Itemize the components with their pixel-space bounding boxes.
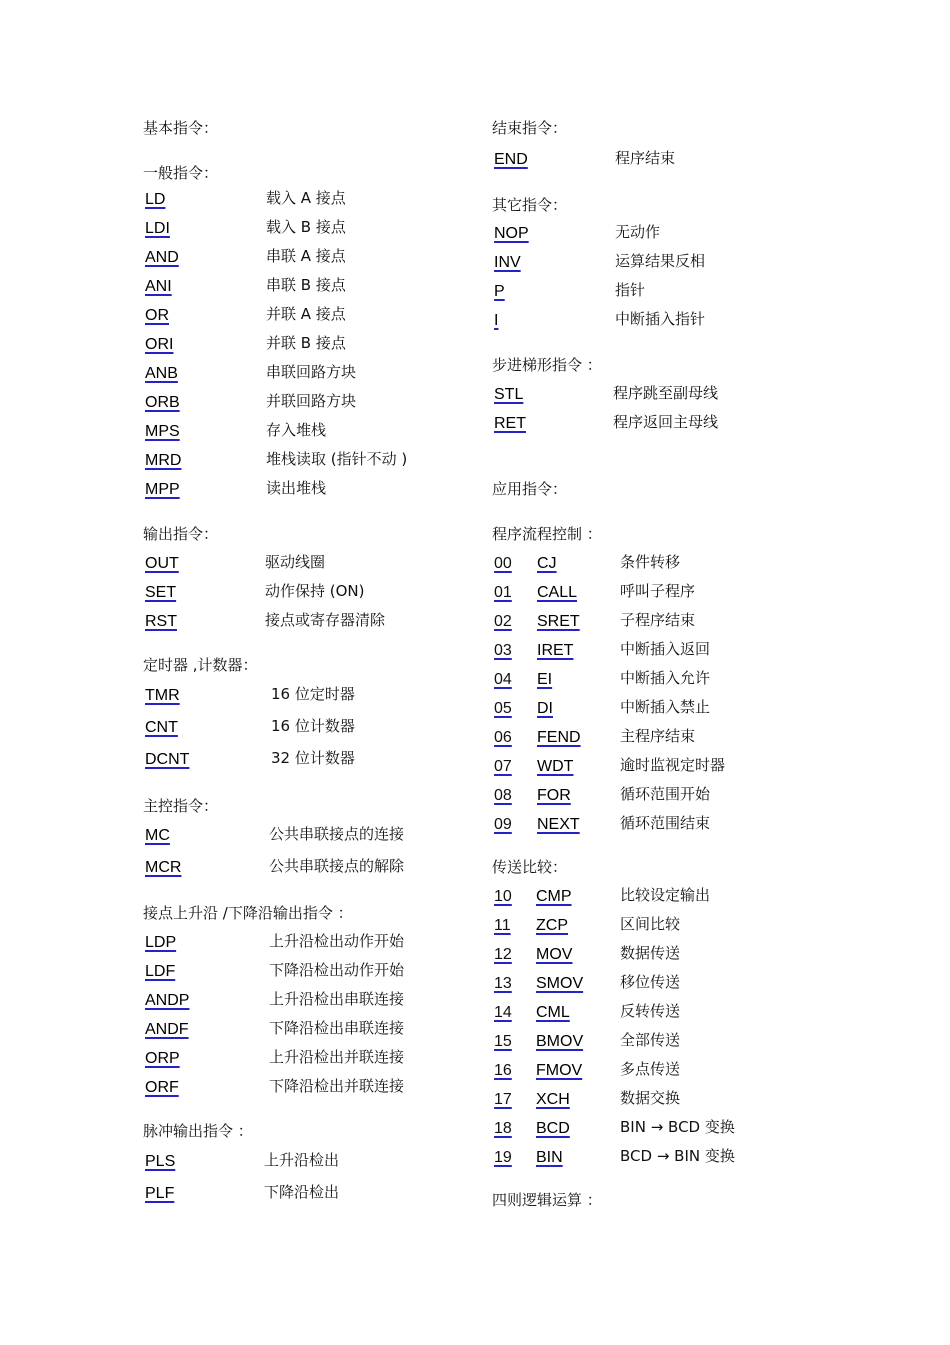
- instruction-number: 12: [494, 946, 512, 963]
- application-instructions-heading: 应用指令：: [492, 480, 568, 498]
- instruction-code: AND: [145, 249, 179, 266]
- instruction-description: 区间比较: [620, 915, 681, 933]
- instruction-description: 读出堆栈: [266, 479, 327, 497]
- instruction-code: RET: [494, 415, 526, 432]
- step-ladder-heading: 步进梯形指令 ：: [492, 356, 602, 374]
- instruction-description: BCD → BIN 变换: [620, 1147, 735, 1165]
- basic-instructions-heading: 基本指令：: [143, 119, 219, 137]
- instruction-description: 呼叫子程序: [620, 582, 696, 600]
- instruction-number: 00: [494, 555, 512, 572]
- instruction-description: 16 位定时器: [271, 685, 355, 703]
- instruction-description: 中断插入禁止: [620, 698, 711, 716]
- instruction-code: MCR: [145, 859, 182, 876]
- instruction-description: 逾时监视定时器: [620, 756, 726, 774]
- instruction-description: 全部传送: [620, 1031, 681, 1049]
- master-control-heading: 主控指令：: [143, 797, 219, 815]
- instruction-code: FMOV: [536, 1062, 583, 1079]
- instruction-description: 串联 B 接点: [266, 276, 346, 294]
- instruction-code: ORF: [145, 1079, 179, 1096]
- instruction-number: 16: [494, 1062, 512, 1079]
- instruction-number: 14: [494, 1004, 512, 1021]
- instruction-description: 接点或寄存器清除: [265, 611, 386, 629]
- instruction-number: 19: [494, 1149, 512, 1166]
- instruction-code: PLS: [145, 1153, 176, 1170]
- instruction-code: MOV: [536, 946, 573, 963]
- instruction-code: CALL: [537, 584, 578, 601]
- instruction-description: 程序结束: [615, 149, 676, 167]
- instruction-code: BIN: [536, 1149, 563, 1166]
- instruction-number: 03: [494, 642, 512, 659]
- instruction-code: DCNT: [145, 751, 190, 768]
- instruction-number: 10: [494, 888, 512, 905]
- instruction-description: 指针: [615, 281, 646, 299]
- instruction-description: 驱动线圈: [265, 553, 326, 571]
- instruction-code: LDP: [145, 934, 177, 951]
- other-instructions-heading: 其它指令：: [492, 196, 568, 214]
- instruction-code: LD: [145, 191, 166, 208]
- instruction-code: XCH: [536, 1091, 570, 1108]
- instruction-description: 并联 B 接点: [266, 334, 346, 352]
- instruction-description: 并联 A 接点: [266, 305, 346, 323]
- instruction-number: 06: [494, 729, 512, 746]
- instruction-code: ANDF: [145, 1021, 189, 1038]
- instruction-description: 程序跳至副母线: [613, 384, 719, 402]
- edge-instructions-heading: 接点上升沿 /下降沿输出指令 ：: [143, 904, 353, 922]
- instruction-description: 下降沿检出: [264, 1183, 340, 1201]
- instruction-description: 16 位计数器: [271, 717, 355, 735]
- instruction-code: MRD: [145, 452, 182, 469]
- instruction-description: 下降沿检出串联连接: [269, 1019, 405, 1037]
- instruction-code: PLF: [145, 1185, 175, 1202]
- instruction-code: MPS: [145, 423, 180, 440]
- instruction-description: 比较设定输出: [620, 886, 711, 904]
- instruction-code: ANB: [145, 365, 178, 382]
- instruction-description: 下降沿检出并联连接: [269, 1077, 405, 1095]
- instruction-code: WDT: [537, 758, 574, 775]
- output-instructions-heading: 输出指令：: [143, 525, 219, 543]
- instruction-description: 上升沿检出动作开始: [269, 932, 405, 950]
- instruction-description: 中断插入允许: [620, 669, 711, 687]
- instruction-code: BMOV: [536, 1033, 584, 1050]
- instruction-description: 32 位计数器: [271, 749, 355, 767]
- instruction-code: ORP: [145, 1050, 180, 1067]
- instruction-code: EI: [537, 671, 553, 688]
- instruction-code: ORI: [145, 336, 174, 353]
- instruction-description: 多点传送: [620, 1060, 681, 1078]
- instruction-description: 公共串联接点的解除: [269, 857, 405, 875]
- instruction-number: 11: [494, 917, 511, 934]
- instruction-code: ORB: [145, 394, 180, 411]
- arithmetic-logic-heading: 四则逻辑运算 ：: [492, 1191, 602, 1209]
- instruction-number: 08: [494, 787, 512, 804]
- instruction-code: INV: [494, 254, 521, 271]
- instruction-code: MC: [145, 827, 170, 844]
- instruction-description: BIN → BCD 变换: [620, 1118, 735, 1136]
- instruction-code: OR: [145, 307, 169, 324]
- instruction-code: MPP: [145, 481, 180, 498]
- instruction-code: STL: [494, 386, 524, 403]
- instruction-number: 01: [494, 584, 512, 601]
- instruction-code: ANI: [145, 278, 172, 295]
- instruction-description: 上升沿检出并联连接: [269, 1048, 405, 1066]
- instruction-number: 17: [494, 1091, 512, 1108]
- instruction-number: 13: [494, 975, 512, 992]
- instruction-description: 串联 A 接点: [266, 247, 346, 265]
- instruction-description: 运算结果反相: [615, 252, 706, 270]
- instruction-code: CJ: [537, 555, 557, 572]
- instruction-code: NEXT: [537, 816, 580, 833]
- transfer-compare-heading: 传送比较：: [492, 858, 568, 876]
- instruction-code: DI: [537, 700, 553, 717]
- instruction-code: OUT: [145, 555, 179, 572]
- instruction-description: 公共串联接点的连接: [269, 825, 405, 843]
- instruction-description: 主程序结束: [620, 727, 696, 745]
- instruction-number: 18: [494, 1120, 512, 1137]
- instruction-description: 并联回路方块: [266, 392, 357, 410]
- instruction-code: I: [494, 312, 499, 329]
- instruction-description: 载入 B 接点: [266, 218, 346, 236]
- instruction-description: 动作保持 (ON): [265, 582, 365, 600]
- instruction-code: CML: [536, 1004, 570, 1021]
- instruction-code: LDI: [145, 220, 170, 237]
- instruction-code: LDF: [145, 963, 176, 980]
- instruction-code: NOP: [494, 225, 529, 242]
- instruction-description: 移位传送: [620, 973, 681, 991]
- instruction-code: P: [494, 283, 505, 300]
- instruction-description: 反转传送: [620, 1002, 681, 1020]
- instruction-number: 04: [494, 671, 512, 688]
- instruction-code: CMP: [536, 888, 572, 905]
- instruction-description: 条件转移: [620, 553, 681, 571]
- flow-control-heading: 程序流程控制 ：: [492, 525, 602, 543]
- instruction-code: IRET: [537, 642, 574, 659]
- instruction-code: END: [494, 151, 528, 168]
- instruction-description: 数据交换: [620, 1089, 681, 1107]
- instruction-code: TMR: [145, 687, 180, 704]
- instruction-description: 数据传送: [620, 944, 681, 962]
- instruction-description: 堆栈读取 (指针不动 ): [266, 450, 408, 468]
- instruction-description: 上升沿检出: [264, 1151, 340, 1169]
- instruction-code: SMOV: [536, 975, 584, 992]
- instruction-code: SRET: [537, 613, 580, 630]
- instruction-number: 02: [494, 613, 512, 630]
- instruction-code: BCD: [536, 1120, 570, 1137]
- instruction-number: 15: [494, 1033, 512, 1050]
- instruction-description: 循环范围开始: [620, 785, 711, 803]
- end-instructions-heading: 结束指令：: [492, 119, 568, 137]
- instruction-description: 中断插入指针: [615, 310, 706, 328]
- instruction-description: 下降沿检出动作开始: [269, 961, 405, 979]
- instruction-description: 无动作: [615, 223, 661, 241]
- instruction-code: RST: [145, 613, 177, 630]
- instruction-number: 09: [494, 816, 512, 833]
- instruction-code: SET: [145, 584, 177, 601]
- instruction-description: 中断插入返回: [620, 640, 711, 658]
- instruction-description: 串联回路方块: [266, 363, 357, 381]
- instruction-code: FOR: [537, 787, 571, 804]
- instruction-number: 05: [494, 700, 512, 717]
- instruction-code: CNT: [145, 719, 178, 736]
- instruction-number: 07: [494, 758, 512, 775]
- instruction-code: ZCP: [536, 917, 568, 934]
- instruction-code: ANDP: [145, 992, 190, 1009]
- instruction-description: 载入 A 接点: [266, 189, 346, 207]
- pulse-output-heading: 脉冲输出指令 ：: [143, 1122, 253, 1140]
- instruction-description: 上升沿检出串联连接: [269, 990, 405, 1008]
- timer-counter-heading: 定时器 ,计数器：: [143, 656, 258, 674]
- general-instructions-heading: 一般指令：: [143, 164, 219, 182]
- instruction-description: 循环范围结束: [620, 814, 711, 832]
- instruction-description: 子程序结束: [620, 611, 696, 629]
- instruction-code: FEND: [537, 729, 581, 746]
- instruction-description: 存入堆栈: [266, 421, 327, 439]
- instruction-description: 程序返回主母线: [613, 413, 719, 431]
